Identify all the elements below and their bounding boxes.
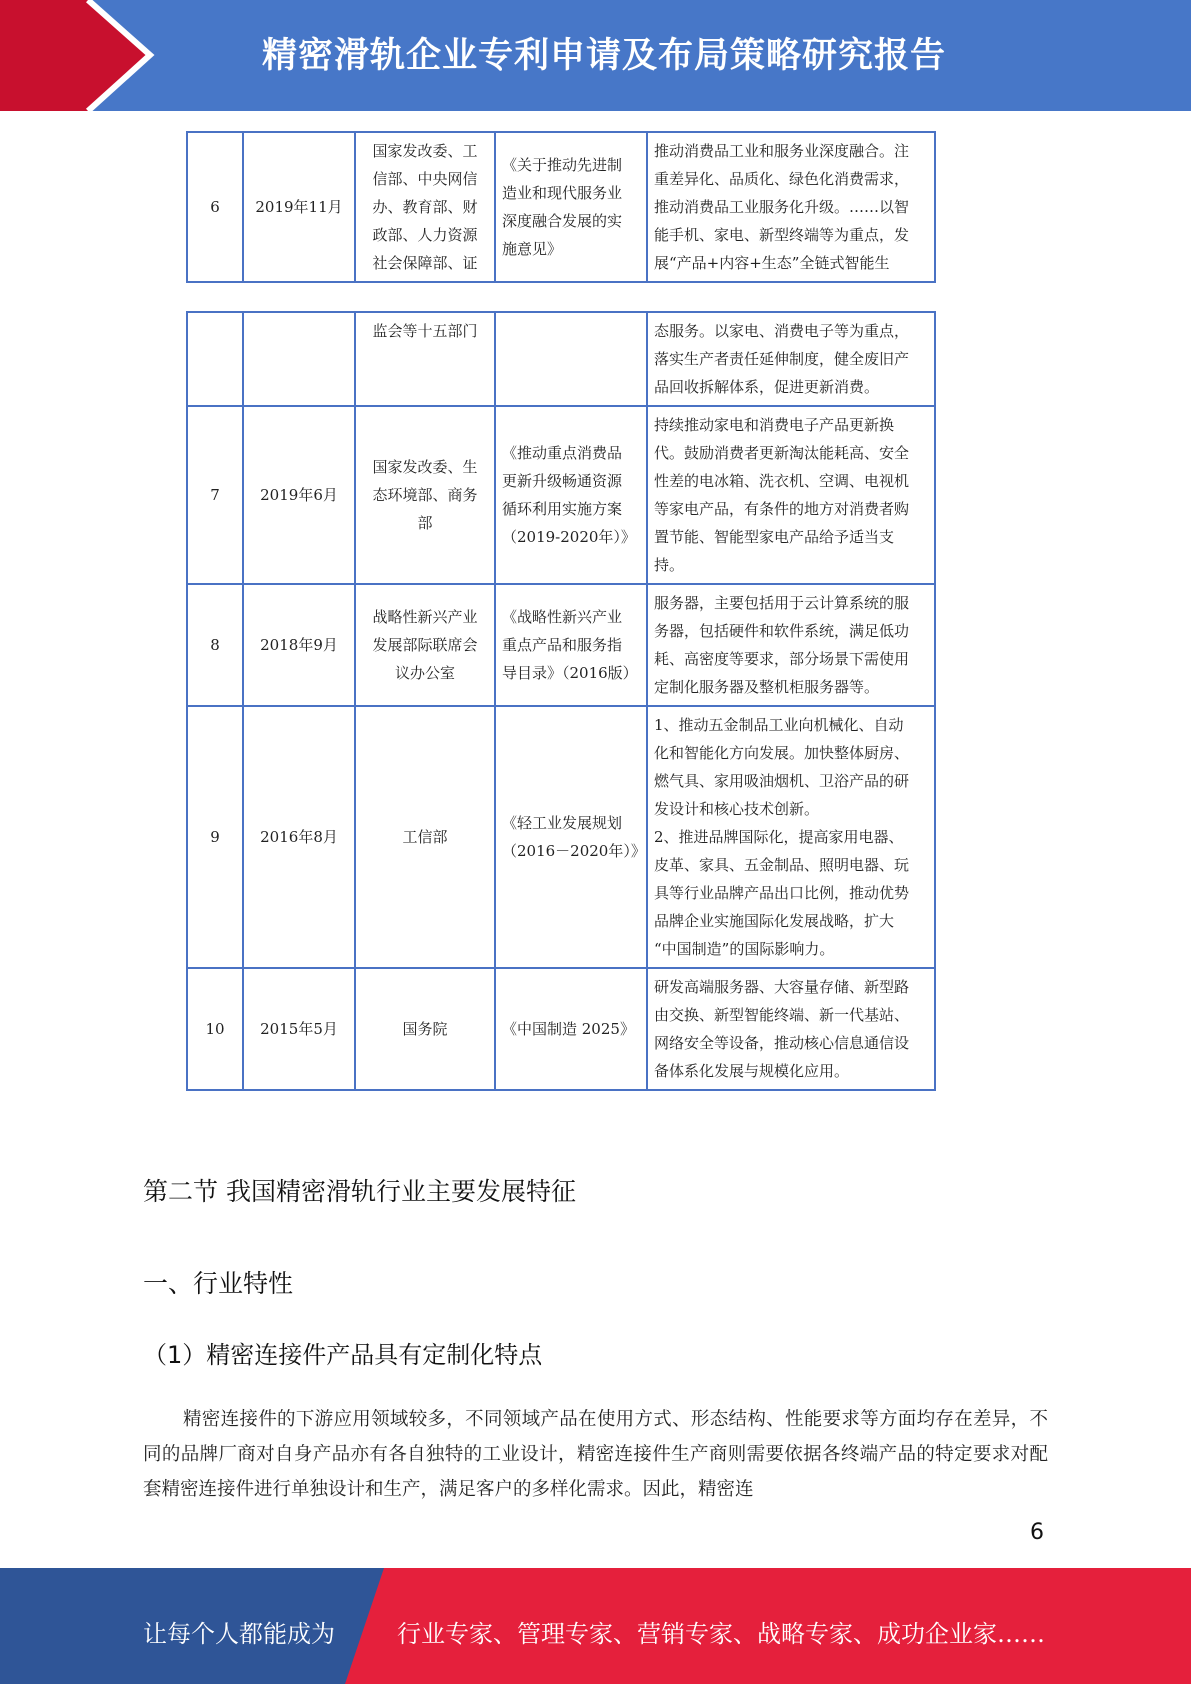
row-number-cell xyxy=(187,132,243,282)
policy-table-body xyxy=(187,312,935,1090)
policy-content-cell-line: 具等行业品牌产品出口比例，推动优势 xyxy=(654,884,910,902)
policy-document-cell-line: 《轻工业发展规划 xyxy=(502,814,623,832)
policy-content-cell xyxy=(647,132,935,282)
section-heading: 第二节 我国精密滑轨行业主要发展特征 xyxy=(143,1177,576,1206)
row-number-cell-line: 7 xyxy=(210,486,220,504)
department-cell-line: 政部、人力资源 xyxy=(372,226,478,244)
policy-document-cell-line: 深度融合发展的实 xyxy=(502,212,623,230)
body-paragraph: 精密连接件的下游应用领域较多，不同领域产品在使用方式、形态结构、性能要求等方面均存在差异，不同的品牌厂商对自身产品亦有各自独特的工业设计，精密连接件生产商则需要依据各终端产品的特定要求对配套精密连接件进行单独设计和生产，满足客户的多样化需求。因此，精密连 xyxy=(143,1409,1048,1500)
department-cell xyxy=(355,132,495,282)
policy-content-cell-line: 耗、高密度等要求，部分场景下需使用 xyxy=(654,650,910,668)
policy-content-cell-line: 品回收拆解体系，促进更新消费。 xyxy=(654,378,880,396)
policy-content-cell-line: 发设计和核心技术创新。 xyxy=(654,800,820,818)
policy-content-cell xyxy=(647,706,935,968)
department-cell-line: 议办公室 xyxy=(394,664,455,682)
policy-content-cell-line: 能手机、家电、新型终端等为重点，发 xyxy=(654,226,910,244)
policy-content-cell xyxy=(647,968,935,1090)
table-row xyxy=(187,968,935,1090)
department-cell-line: 信部、中央网信 xyxy=(372,170,478,188)
table-row xyxy=(187,706,935,968)
department-cell xyxy=(355,706,495,968)
policy-content-cell-line: 品牌企业实施国际化发展战略，扩大 xyxy=(654,912,895,930)
row-number-cell xyxy=(187,968,243,1090)
policy-document-cell-line: 导目录》（2016版） xyxy=(502,664,638,682)
date-cell-line: 2019年6月 xyxy=(260,486,338,504)
policy-document-cell-line: 循环利用实施方案 xyxy=(502,500,623,518)
department-cell-line: 国家发改委、生 xyxy=(372,458,478,476)
policy-content-cell-line: “中国制造”的国际影响力。 xyxy=(654,940,835,958)
department-cell-line: 监会等十五部门 xyxy=(372,322,478,340)
page-number: 6 xyxy=(1030,1520,1044,1545)
policy-content-cell xyxy=(647,584,935,706)
policy-content-cell-line: 由交换、新型智能终端、新一代基站、 xyxy=(654,1006,910,1024)
department-cell-line: 国家发改委、工 xyxy=(372,142,478,160)
policy-document-cell-line: （2019-2020年）》 xyxy=(502,528,636,546)
policy-content-cell-line: 落实生产者责任延伸制度，健全废旧产 xyxy=(654,350,910,368)
policy-document-cell-line: 《中国制造 2025》 xyxy=(502,1020,635,1038)
policy-content-cell-line: 置节能、智能型家电产品给予适当支 xyxy=(654,528,895,546)
report-title: 精密滑轨企业专利申请及布局策略研究报告 xyxy=(262,36,947,76)
policy-document-cell-line: 《战略性新兴产业 xyxy=(502,608,623,626)
policy-content-cell-line: 务器，包括硬件和软件系统，满足低功 xyxy=(654,622,910,640)
policy-content-cell-line: 2、推进品牌国际化，提高家用电器、 xyxy=(654,828,904,846)
date-cell xyxy=(243,968,355,1090)
date-cell xyxy=(243,132,355,282)
date-cell-line: 2015年5月 xyxy=(260,1020,338,1038)
table-row xyxy=(187,312,935,406)
policy-content-cell-line: 化和智能化方向发展。加快整体厨房、 xyxy=(654,744,910,762)
policy-content-cell-line: 持续推动家电和消费电子产品更新换 xyxy=(654,416,895,434)
row-number-cell-line: 8 xyxy=(210,636,220,654)
department-cell-line: 办、教育部、财 xyxy=(372,198,478,216)
date-cell xyxy=(243,312,355,406)
policy-table-body xyxy=(187,132,935,282)
page-footer xyxy=(0,1568,1191,1684)
policy-content-cell-line: 备体系化发展与规模化应用。 xyxy=(654,1062,850,1080)
policy-document-cell xyxy=(495,132,647,282)
row-number-cell xyxy=(187,406,243,584)
department-cell xyxy=(355,406,495,584)
policy-content-cell xyxy=(647,406,935,584)
policy-content-cell-line: 持。 xyxy=(654,556,685,574)
page-header xyxy=(0,0,1191,111)
date-cell-line: 2016年8月 xyxy=(260,828,338,846)
department-cell-line: 国务院 xyxy=(402,1020,448,1038)
header-arrow-decoration xyxy=(0,0,160,111)
department-cell xyxy=(355,312,495,406)
policy-document-cell-line: 《推动重点消费品 xyxy=(502,444,623,462)
policy-content-cell-line: 性差的电冰箱、洗衣机、空调、电视机 xyxy=(654,472,910,490)
table-row xyxy=(187,406,935,584)
date-cell-line: 2018年9月 xyxy=(260,636,338,654)
department-cell-line: 工信部 xyxy=(402,828,448,846)
policy-content-cell-line: 皮革、家具、五金制品、照明电器、玩 xyxy=(654,856,910,874)
date-cell-line: 2019年11月 xyxy=(255,198,343,216)
policy-document-cell-line: 更新升级畅通资源 xyxy=(502,472,623,490)
department-cell-line: 发展部际联席会 xyxy=(372,636,478,654)
policy-document-cell-line: 重点产品和服务指 xyxy=(502,636,623,654)
department-cell-line: 社会保障部、证 xyxy=(372,254,478,272)
policy-document-cell xyxy=(495,706,647,968)
sub-heading: 一、行业特性 xyxy=(143,1269,294,1298)
date-cell xyxy=(243,584,355,706)
policy-content-cell-line: 定制化服务器及整机柜服务器等。 xyxy=(654,678,880,696)
policy-content-cell-line: 展“产品+内容+生态”全链式智能生 xyxy=(654,254,890,272)
table-row xyxy=(187,584,935,706)
policy-document-cell-line: 造业和现代服务业 xyxy=(502,184,623,202)
table-row xyxy=(187,132,935,282)
header-red-arrow xyxy=(0,0,150,111)
department-cell xyxy=(355,584,495,706)
policy-table-part2 xyxy=(186,311,936,1091)
row-number-cell xyxy=(187,706,243,968)
policy-document-cell xyxy=(495,968,647,1090)
policy-document-cell xyxy=(495,584,647,706)
row-number-cell-line: 9 xyxy=(210,828,220,846)
department-cell-line: 态环境部、商务 xyxy=(372,486,478,504)
row-number-cell xyxy=(187,312,243,406)
policy-document-cell-line: （2016－2020年）》 xyxy=(502,842,646,860)
policy-content-cell-line: 1、推动五金制品工业向机械化、自动 xyxy=(654,716,904,734)
policy-content-cell-line: 燃气具、家用吸油烟机、卫浴产品的研 xyxy=(654,772,910,790)
footer-slogan-left: 让每个人都能成为 xyxy=(143,1620,335,1648)
policy-content-cell-line: 研发高端服务器、大容量存储、新型路 xyxy=(654,978,910,996)
row-number-cell-line: 6 xyxy=(210,198,220,216)
item-heading: （1）精密连接件产品具有定制化特点 xyxy=(143,1341,543,1369)
policy-document-cell-line: 《关于推动先进制 xyxy=(502,156,623,174)
policy-content-cell-line: 重差异化、品质化、绿色化消费需求， xyxy=(654,170,910,188)
department-cell-line: 部 xyxy=(417,514,433,532)
row-number-cell-line: 10 xyxy=(205,1020,225,1038)
department-cell-line: 战略性新兴产业 xyxy=(372,608,478,626)
policy-content-cell-line: 代。鼓励消费者更新淘汰能耗高、安全 xyxy=(654,444,910,462)
policy-content-cell-line: 等家电产品，有条件的地方对消费者购 xyxy=(654,500,910,518)
policy-content-cell-line: 网络安全等设备，推动核心信息通信设 xyxy=(654,1034,910,1052)
policy-document-cell-line: 施意见》 xyxy=(502,240,563,258)
policy-table-part1 xyxy=(186,131,936,283)
row-number-cell xyxy=(187,584,243,706)
policy-document-cell xyxy=(495,406,647,584)
policy-content-cell-line: 推动消费品工业和服务业深度融合。注 xyxy=(654,142,910,160)
footer-slogan-right: 行业专家、管理专家、营销专家、战略专家、成功企业家…… xyxy=(397,1620,1045,1648)
policy-content-cell-line: 服务器，主要包括用于云计算系统的服 xyxy=(654,594,910,612)
department-cell xyxy=(355,968,495,1090)
date-cell xyxy=(243,406,355,584)
policy-content-cell-line: 态服务。以家电、消费电子等为重点， xyxy=(654,322,910,340)
date-cell xyxy=(243,706,355,968)
policy-document-cell xyxy=(495,312,647,406)
policy-content-cell-line: 推动消费品工业服务化升级。……以智 xyxy=(654,198,910,216)
policy-content-cell xyxy=(647,312,935,406)
